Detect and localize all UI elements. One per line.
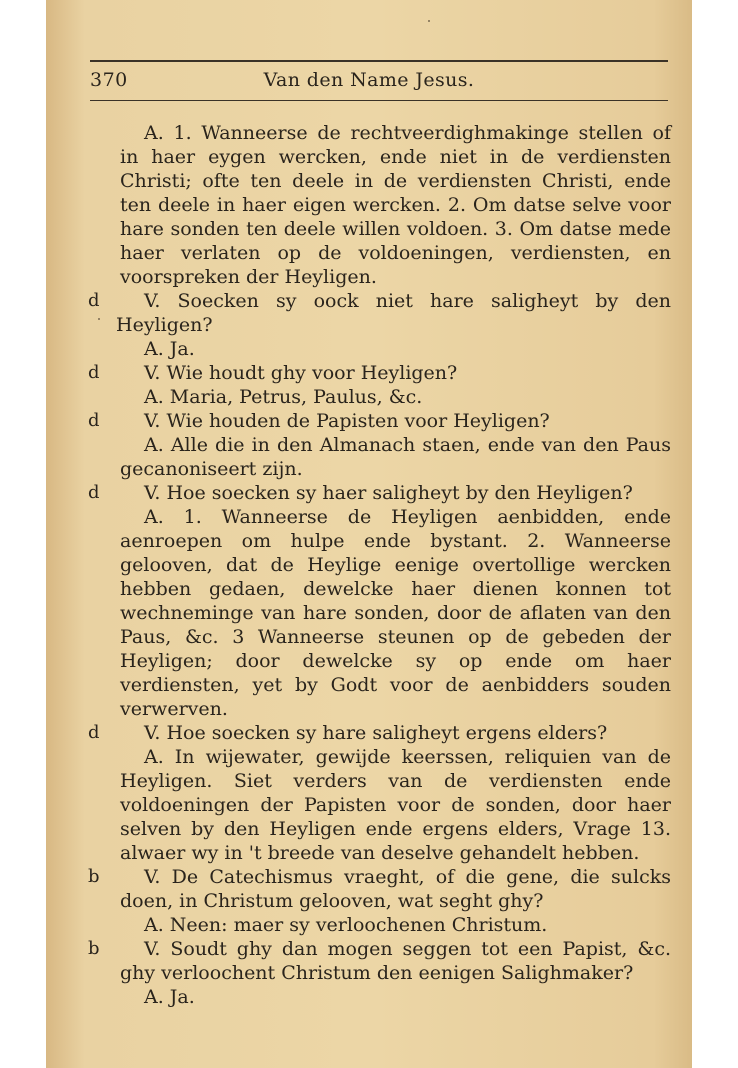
paragraph-text: V. Wie houden de Papisten voor Heyligen?: [144, 410, 550, 432]
header-rule-bottom: [90, 100, 668, 101]
paragraph-text: V. Hoe soecken sy hare saligheyt ergens elders?: [144, 722, 608, 744]
paragraph-text: A. In wijewater, gewijde keerssen, reliquien van de Heyligen. Siet verders van de verdiensten ende voldoeningen der Papisten voor de sonden, door haer selven by den Heyligen ende ergens elders, Vrage 13. alwaer wy in 't breede van deselve gehandelt hebben.: [120, 746, 671, 864]
question-paragraph: [88, 721, 671, 745]
margin-marker: d: [88, 362, 100, 383]
answer-paragraph: [120, 337, 671, 361]
body-text: [88, 121, 671, 1009]
margin-marker: b: [88, 866, 100, 887]
paper-speck: [98, 318, 100, 320]
margin-marker: d: [88, 482, 100, 503]
question-paragraph: [88, 865, 671, 913]
book-page: [46, 0, 692, 1068]
paragraph-text: V. Soudt ghy dan mogen seggen tot een Papist, &c. ghy verloochent Christum den eenigen Salighmaker?: [120, 938, 671, 984]
question-paragraph: [88, 481, 671, 505]
answer-paragraph: [120, 385, 671, 409]
paragraph-text: A. Neen: maer sy verloochenen Christum.: [144, 914, 548, 936]
paragraph-text: V. Soecken sy oock niet hare saligheyt by den Heyligen?: [116, 290, 671, 336]
question-paragraph: [88, 937, 671, 985]
paragraph-text: A. Maria, Petrus, Paulus, &c.: [144, 386, 423, 408]
answer-paragraph: [120, 121, 671, 289]
question-paragraph: [88, 361, 671, 385]
question-paragraph: [88, 289, 671, 337]
answer-paragraph: [120, 745, 671, 865]
header-rule-top: [90, 60, 668, 62]
margin-marker: b: [88, 938, 100, 959]
margin-marker: d: [88, 290, 100, 311]
answer-paragraph: [120, 433, 671, 481]
paragraph-text: A. 1. Wanneerse de rechtveerdighmakinge stellen of in haer eygen wercken, ende niet in de verdiensten Christi; ofte ten deele in de verdiensten Christi, ende ten deele in haer eigen wercken. 2. Om datse selve voor hare sonden ten deele willen voldoen. 3. Om datse mede haer verlaten op de voldoeningen, verdiensten, en voorspreken der Heyligen.: [120, 122, 671, 288]
question-paragraph: [88, 409, 671, 433]
answer-paragraph: [120, 505, 671, 721]
page-number: 370: [90, 69, 128, 91]
paragraph-text: A. 1. Wanneerse de Heyligen aenbidden, ende aenroepen om hulpe ende bystant. 2. Wanneerse gelooven, dat de Heylige eenige overtollige wercken hebben gedaen, dewelcke haer dienen konnen tot wechneminge van hare sonden, door de aflaten van den Paus, &c. 3 Wanneerse steunen op de gebeden der Heyligen; door dewelcke sy op ende om haer verdiensten, yet by Godt voor de aenbidders souden verwerven.: [120, 506, 671, 720]
margin-marker: d: [88, 722, 100, 743]
paragraph-text: V. De Catechismus vraeght, of die gene, die sulcks doen, in Christum gelooven, wat seght ghy?: [120, 866, 671, 912]
paragraph-text: V. Hoe soecken sy haer saligheyt by den Heyligen?: [144, 482, 633, 504]
paragraph-text: A. Alle die in den Almanach staen, ende van den Paus gecanoniseert zijn.: [120, 434, 671, 480]
paragraph-text: A. Ja.: [144, 986, 195, 1008]
running-title: Van den Name Jesus.: [263, 69, 475, 91]
paragraph-text: V. Wie houdt ghy voor Heyligen?: [144, 362, 458, 384]
margin-marker: d: [88, 410, 100, 431]
paper-speck: [428, 20, 430, 22]
answer-paragraph: [120, 913, 671, 937]
answer-paragraph: [120, 985, 671, 1009]
paragraph-text: A. Ja.: [144, 338, 195, 360]
